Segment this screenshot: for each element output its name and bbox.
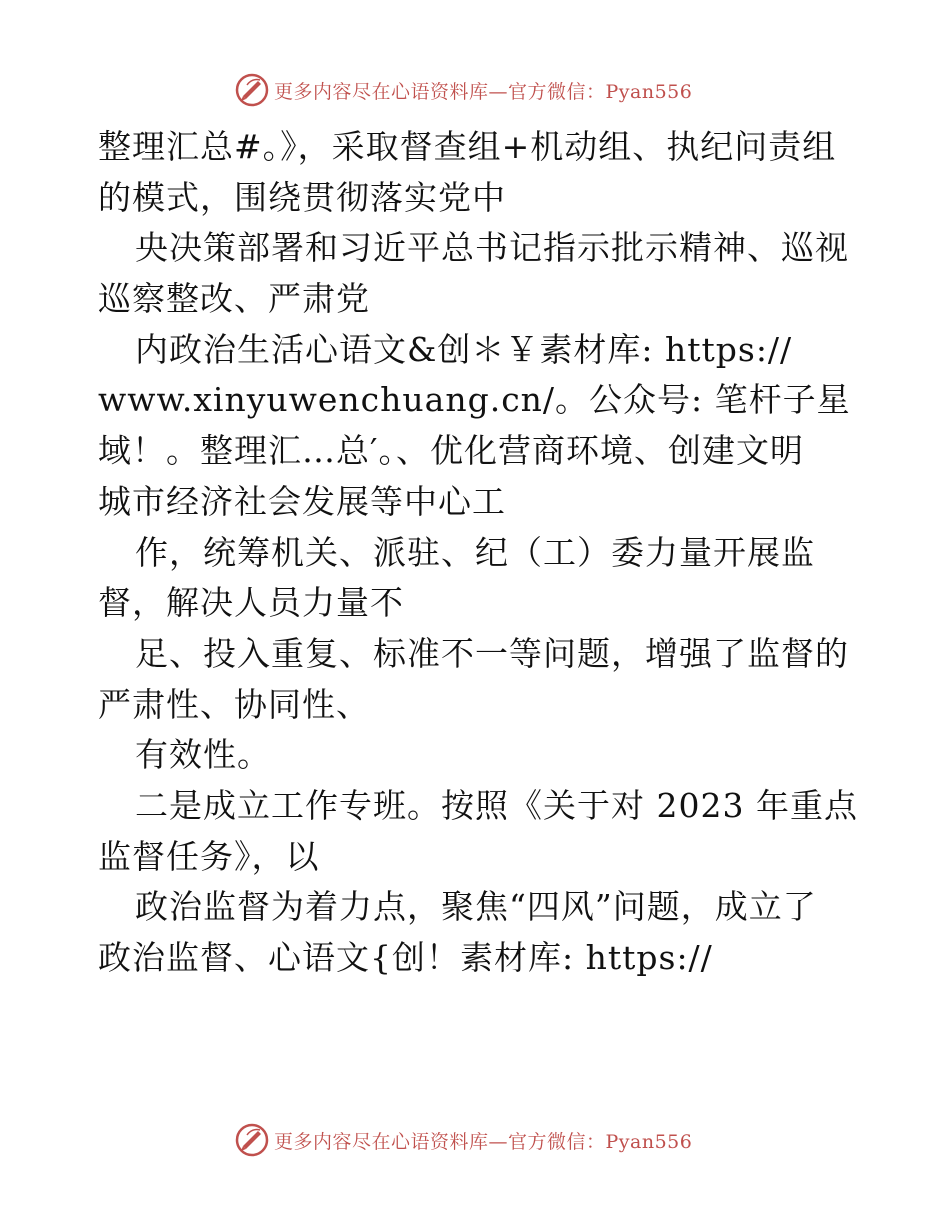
text-line: 作，统筹机关、派驻、纪（工）委力量开展监 xyxy=(135,532,815,572)
logo-icon xyxy=(234,72,270,108)
text-line: www.xinyuwenchuang.cn/。公众号: 笔杆子星 xyxy=(98,380,851,420)
text-line: 城市经济社会发展等中心工 xyxy=(98,481,506,521)
watermark-text: 更多内容尽在心语资料库—官方微信：Pyan556 xyxy=(274,80,693,103)
text-line: 督，解决人员力量不 xyxy=(98,583,404,623)
text-line: 整理汇总#。》，采取督查组+机动组、执纪问责组 xyxy=(98,127,837,166)
text-line: 二是成立工作专班。按照《关于对 2023 年重点 xyxy=(135,785,858,825)
document-body xyxy=(98,122,858,984)
text-line: 域！。整理汇…总′。、优化营商环境、创建文明 xyxy=(98,431,804,471)
text-line: 巡察整改、严肃党 xyxy=(98,279,370,319)
text-line: 的模式，围绕贯彻落实党中 xyxy=(98,177,506,217)
footer-watermark xyxy=(234,1120,692,1160)
text-line: 监督任务》，以 xyxy=(98,836,320,876)
text-line: 有效性。 xyxy=(135,735,271,775)
logo-icon xyxy=(234,1122,270,1158)
watermark-text: 更多内容尽在心语资料库—官方微信：Pyan556 xyxy=(274,1130,693,1153)
text-line: 内政治生活心语文&创＊￥素材库: https:// xyxy=(135,329,793,369)
text-line: 严肃性、协同性、 xyxy=(98,684,370,724)
text-line: 政治监督为着力点，聚焦“四风”问题，成立了 xyxy=(135,887,817,927)
text-line: 央决策部署和习近平总书记指示批示精神、巡视 xyxy=(135,228,849,268)
header-watermark xyxy=(234,70,692,110)
text-line: 足、投入重复、标准不一等问题，增强了监督的 xyxy=(135,633,849,673)
text-line: 政治监督、心语文{创！素材库: https:// xyxy=(98,938,713,977)
